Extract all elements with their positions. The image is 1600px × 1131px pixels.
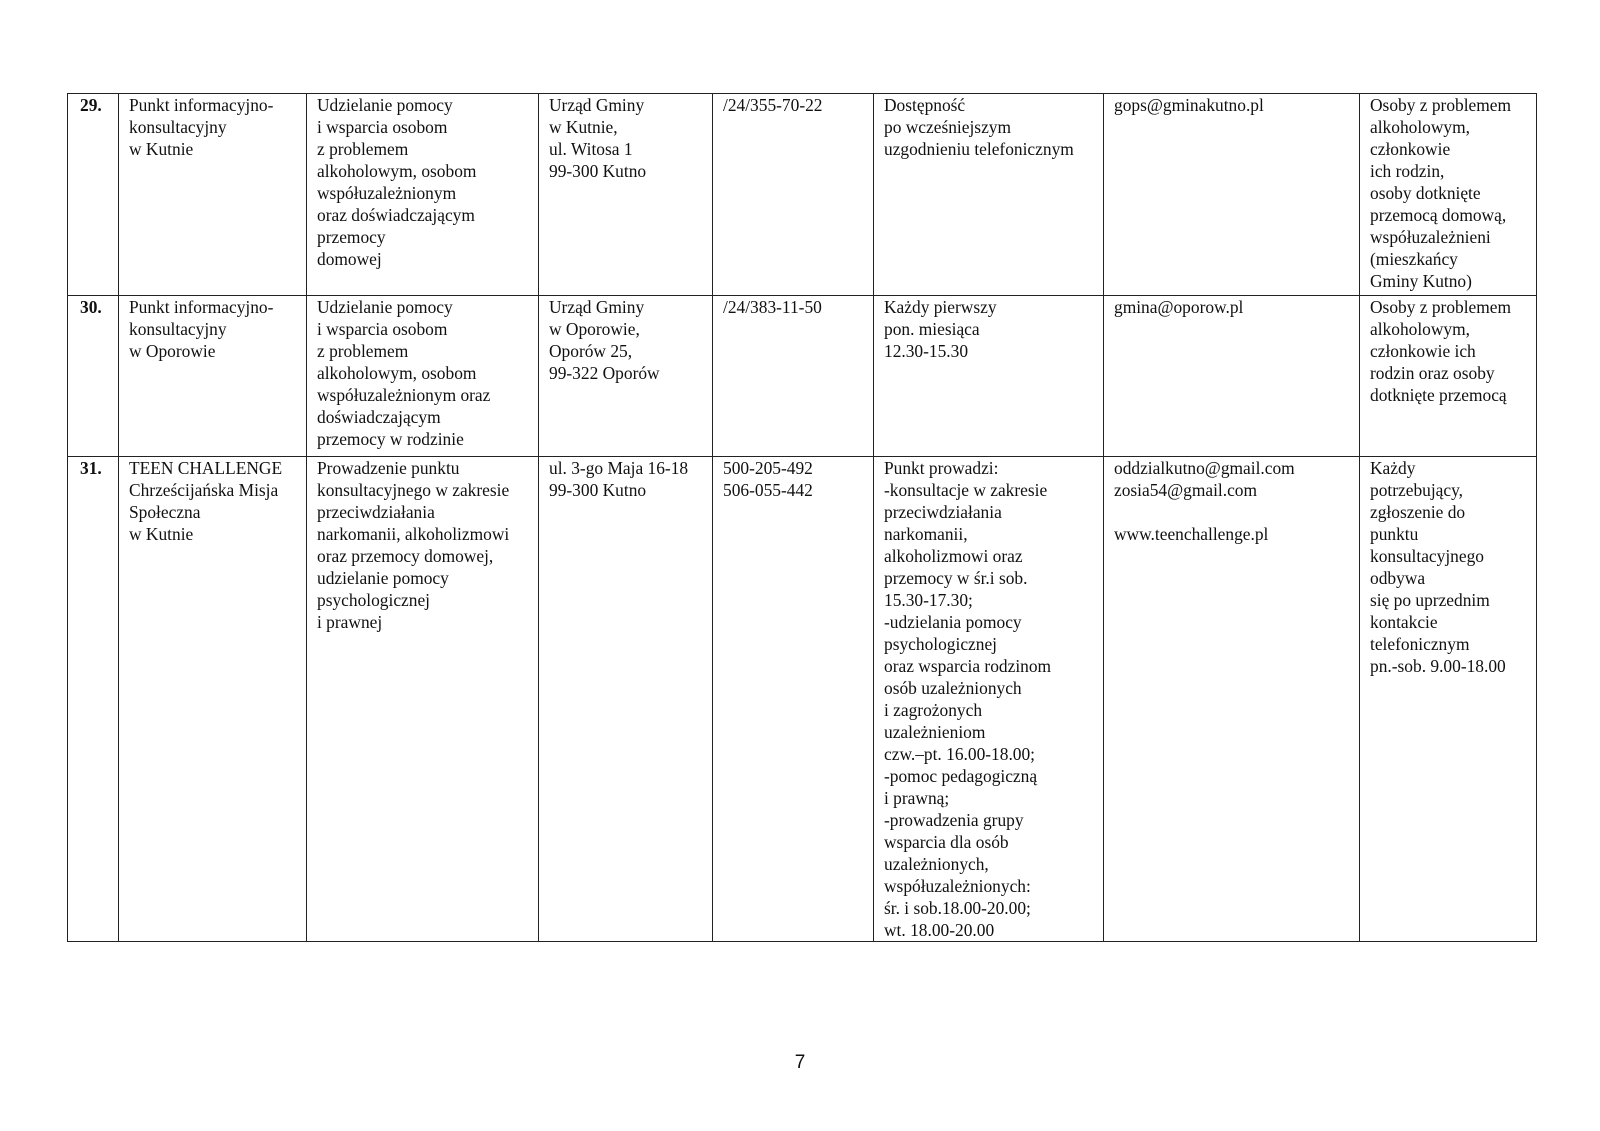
row-number: 31. (68, 457, 119, 942)
table-row (68, 94, 1537, 296)
email-contact: gops@gminakutno.pl (1104, 94, 1360, 296)
table-row (68, 457, 1537, 942)
table-row (68, 296, 1537, 457)
email-contact: gmina@oporow.pl (1104, 296, 1360, 457)
target-recipients: Każdy potrzebujący, zgłoszenie do punktu konsultacyjnego odbywa się po uprzednim kontakcie telefonicznym pn.-sob. 9.00-18.00 (1360, 457, 1537, 942)
service-description: Prowadzenie punktu konsultacyjnego w zakresie przeciwdziałania narkomanii, alkoholizmowi oraz przemocy domowej, udzielanie pomocy psychologicznej i prawnej (307, 457, 539, 942)
row-number: 29. (68, 94, 119, 296)
phone-number: 500-205-492 506-055-442 (713, 457, 874, 942)
address: Urząd Gminy w Kutnie, ul. Witosa 1 99-300 Kutno (539, 94, 713, 296)
availability: Punkt prowadzi: -konsultacje w zakresie przeciwdziałania narkomanii, alkoholizmowi oraz przemocy w śr.i sob. 15.30-17.30; -udzielania pomocy psychologicznej oraz wsparcia rodzinom osób uzależnionych i zagrożonych uzależnieniom czw.–pt. 16.00-18.00; -pomoc pedagogiczną i prawną; -prowadzenia grupy wsparcia dla osób uzależnionych, współuzależnionych: śr. i sob.18.00-20.00; wt. 18.00-20.00 (874, 457, 1104, 942)
institution-name: Punkt informacyjno- konsultacyjny w Kutnie (119, 94, 307, 296)
address: ul. 3-go Maja 16-18 99-300 Kutno (539, 457, 713, 942)
phone-number: /24/355-70-22 (713, 94, 874, 296)
service-description: Udzielanie pomocy i wsparcia osobom z problemem alkoholowym, osobom współuzależnionym oraz doświadczającym przemocy domowej (307, 94, 539, 296)
phone-number: /24/383-11-50 (713, 296, 874, 457)
service-description: Udzielanie pomocy i wsparcia osobom z problemem alkoholowym, osobom współuzależnionym oraz doświadczającym przemocy w rodzinie (307, 296, 539, 457)
availability: Każdy pierwszy pon. miesiąca 12.30-15.30 (874, 296, 1104, 457)
target-recipients: Osoby z problemem alkoholowym, członkowie ich rodzin, osoby dotknięte przemocą domową, współuzależnieni (mieszkańcy Gminy Kutno) (1360, 94, 1537, 296)
institution-name: TEEN CHALLENGE Chrześcijańska Misja Społeczna w Kutnie (119, 457, 307, 942)
page-number: 7 (794, 1052, 806, 1073)
availability: Dostępność po wcześniejszym uzgodnieniu telefonicznym (874, 94, 1104, 296)
email-contact: oddzialkutno@gmail.com zosia54@gmail.com www.teenchallenge.pl (1104, 457, 1360, 942)
target-recipients: Osoby z problemem alkoholowym, członkowie ich rodzin oraz osoby dotknięte przemocą (1360, 296, 1537, 457)
institution-name: Punkt informacyjno- konsultacyjny w Oporowie (119, 296, 307, 457)
row-number: 30. (68, 296, 119, 457)
address: Urząd Gminy w Oporowie, Oporów 25, 99-322 Oporów (539, 296, 713, 457)
service-directory-table (67, 93, 1537, 942)
